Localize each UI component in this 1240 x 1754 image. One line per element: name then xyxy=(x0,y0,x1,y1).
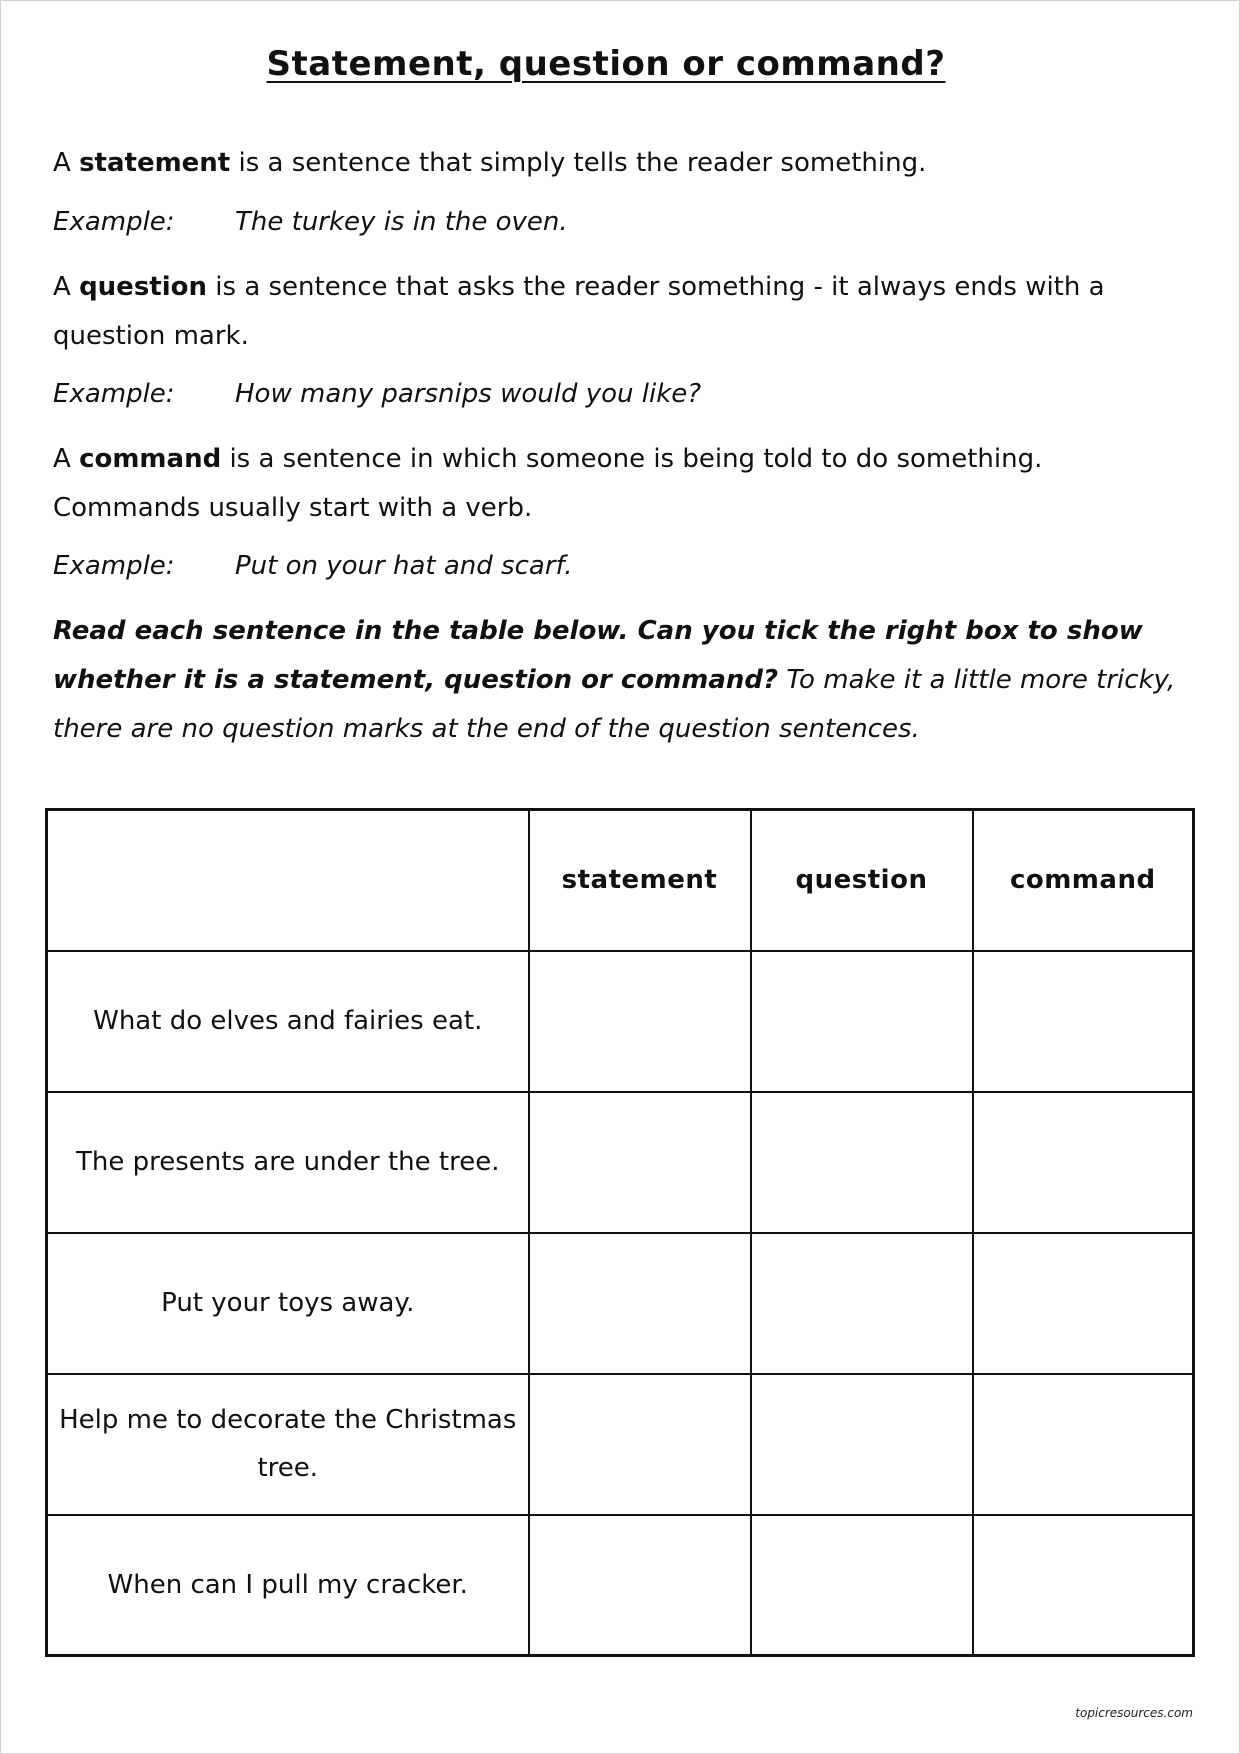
command-tick-box[interactable] xyxy=(973,1374,1194,1515)
header-statement: statement xyxy=(529,810,751,951)
statement-tick-box[interactable] xyxy=(529,1092,751,1233)
command-tick-box[interactable] xyxy=(973,951,1194,1092)
example-statement xyxy=(53,207,568,237)
definition-term: command xyxy=(79,444,222,474)
sentence-cell: What do elves and fairies eat. xyxy=(47,951,529,1092)
sentence-cell: Help me to decorate the Christmas tree. xyxy=(47,1374,529,1515)
example-text: How many parsnips would you like? xyxy=(235,379,702,409)
sentence-cell: Put your toys away. xyxy=(47,1233,529,1374)
command-tick-box[interactable] xyxy=(973,1233,1194,1374)
definition-text: is a sentence that asks the reader something - it always ends with a question mark. xyxy=(53,272,1105,351)
question-tick-box[interactable] xyxy=(751,1374,973,1515)
instruction-rest: To make it a little more tricky, there are no question marks at the end of the question sentences. xyxy=(53,665,1176,744)
command-tick-box[interactable] xyxy=(973,1515,1194,1656)
definition-article: A xyxy=(53,272,71,302)
statement-tick-box[interactable] xyxy=(529,1515,751,1656)
definition-article: A xyxy=(53,148,71,178)
sentence-cell: When can I pull my cracker. xyxy=(47,1515,529,1656)
table-row xyxy=(47,951,1194,1092)
question-tick-box[interactable] xyxy=(751,1515,973,1656)
definition-text: is a sentence in which someone is being told to do something. Commands usually start with a verb. xyxy=(53,444,1043,523)
example-text: Put on your hat and scarf. xyxy=(235,551,573,581)
definition-term: question xyxy=(79,272,208,302)
command-tick-box[interactable] xyxy=(973,1092,1194,1233)
page-title: Statement, question or command? xyxy=(266,44,946,84)
example-command xyxy=(53,551,572,581)
example-question xyxy=(53,379,701,409)
statement-tick-box[interactable] xyxy=(529,951,751,1092)
question-tick-box[interactable] xyxy=(751,1092,973,1233)
table-row xyxy=(47,1515,1194,1656)
footer-source: topicresources.com xyxy=(1075,1706,1193,1720)
question-tick-box[interactable] xyxy=(751,1233,973,1374)
example-label: Example: xyxy=(53,379,175,409)
statement-tick-box[interactable] xyxy=(529,1233,751,1374)
instruction-bold: Read each sentence in the table below. Can you tick the right box to show whether it is a statement, question or command? xyxy=(53,616,1143,695)
table-row xyxy=(47,1374,1194,1515)
table-row xyxy=(47,1233,1194,1374)
example-text: The turkey is in the oven. xyxy=(235,207,568,237)
header-command: command xyxy=(973,810,1194,951)
definition-command xyxy=(53,435,1173,533)
example-label: Example: xyxy=(53,551,175,581)
statement-tick-box[interactable] xyxy=(529,1374,751,1515)
header-sentence xyxy=(47,810,529,951)
sentence-table xyxy=(45,808,1195,1657)
instruction xyxy=(53,607,1193,754)
table-header-row xyxy=(47,810,1194,951)
definition-article: A xyxy=(53,444,71,474)
definition-statement xyxy=(53,139,1173,188)
question-tick-box[interactable] xyxy=(751,951,973,1092)
table-row xyxy=(47,1092,1194,1233)
example-label: Example: xyxy=(53,207,175,237)
header-question: question xyxy=(751,810,973,951)
definition-text: is a sentence that simply tells the reader something. xyxy=(238,148,927,178)
sentence-cell: The presents are under the tree. xyxy=(47,1092,529,1233)
definition-term: statement xyxy=(79,148,231,178)
definition-question xyxy=(53,263,1173,361)
